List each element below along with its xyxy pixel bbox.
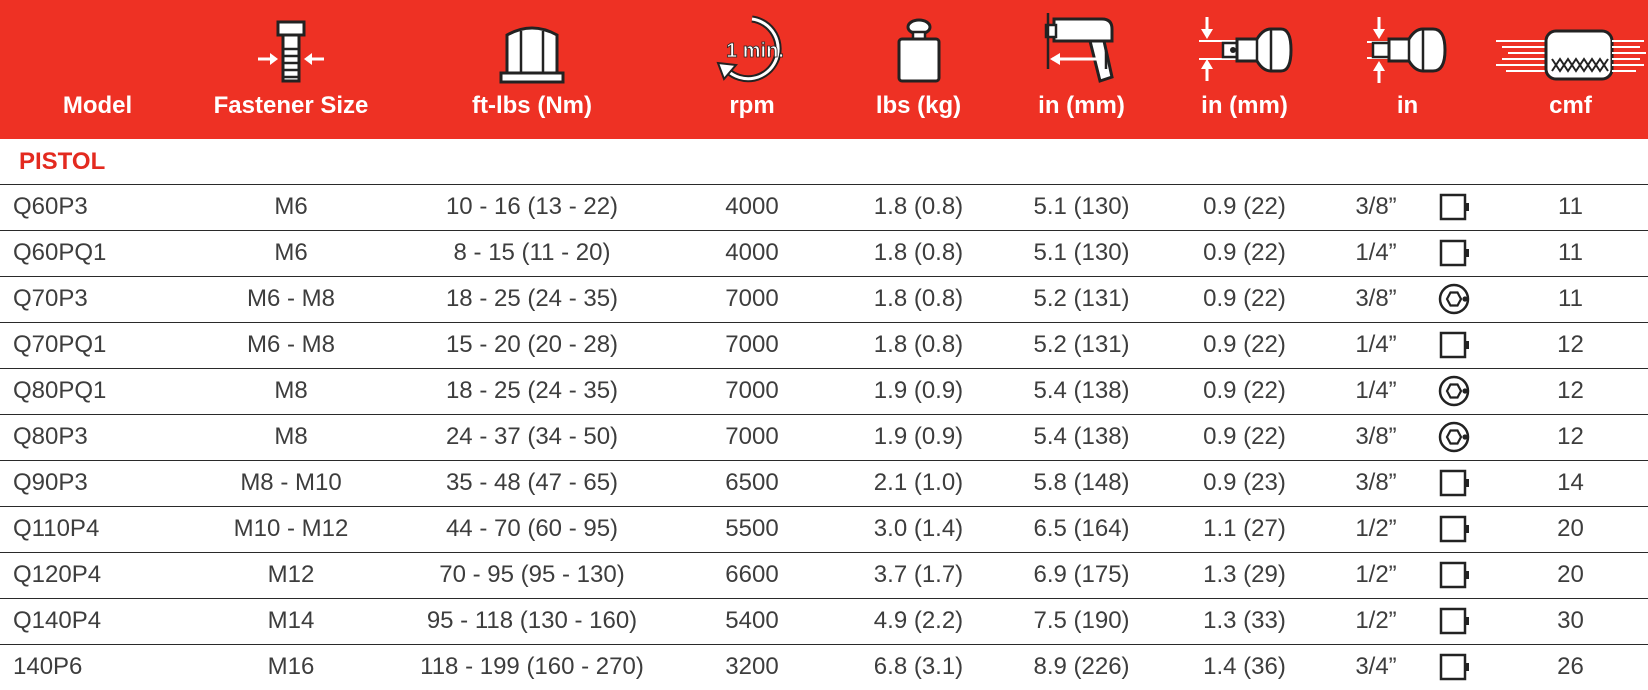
cell-drive-size: 1/2”	[1355, 561, 1397, 588]
cell-height: 1.3 (33)	[1203, 607, 1286, 634]
cell-rpm: 7000	[725, 331, 779, 358]
cell-cfm: 12	[1557, 377, 1584, 404]
cell-model: Q80P3	[13, 423, 88, 450]
cell-torque: 95 - 118 (130 - 160)	[426, 607, 638, 634]
cell-rpm: 5500	[725, 515, 779, 542]
cell-drive-size: 3/8”	[1355, 193, 1397, 220]
cell-torque: 18 - 25 (24 - 35)	[445, 377, 619, 404]
cell-length: 6.9 (175)	[1033, 561, 1130, 588]
cell-rpm: 4000	[725, 239, 779, 266]
square-drive-pin-icon	[1438, 604, 1474, 638]
cell-length: 5.2 (131)	[1033, 285, 1130, 312]
header-label-weight: lbs (kg)	[875, 92, 962, 119]
tool-length-icon	[1042, 11, 1122, 85]
cell-fastener: M10 - M12	[233, 515, 349, 542]
cell-fastener: M6	[274, 193, 308, 220]
cell-cfm: 26	[1557, 653, 1584, 680]
cell-rpm: 4000	[725, 193, 779, 220]
cell-rpm: 6500	[725, 469, 779, 496]
square-drive-pin-icon	[1438, 328, 1474, 362]
cell-length: 5.1 (130)	[1033, 193, 1130, 220]
bolt-icon	[256, 19, 326, 85]
cell-height: 0.9 (22)	[1203, 331, 1286, 358]
header-label-model: Model	[62, 92, 133, 119]
cell-fastener: M16	[267, 653, 315, 680]
table-row	[0, 598, 1648, 644]
cell-model: Q110P4	[13, 515, 100, 542]
cell-height: 1.1 (27)	[1203, 515, 1286, 542]
cell-rpm: 7000	[725, 423, 779, 450]
cell-drive-size: 1/2”	[1355, 607, 1397, 634]
cell-length: 5.4 (138)	[1033, 377, 1130, 404]
cell-cfm: 11	[1558, 193, 1583, 220]
cell-length: 6.5 (164)	[1033, 515, 1130, 542]
cell-drive-size: 1/4”	[1355, 377, 1397, 404]
cell-weight: 1.8 (0.8)	[873, 331, 964, 358]
cell-cfm: 20	[1557, 515, 1584, 542]
cell-fastener: M8 - M10	[240, 469, 342, 496]
cell-model: Q60P3	[13, 193, 88, 220]
cell-cfm: 11	[1558, 239, 1583, 266]
cell-rpm: 3200	[725, 653, 779, 680]
weight-icon	[893, 17, 945, 85]
cell-rpm: 7000	[725, 285, 779, 312]
header-label-rpm: rpm	[729, 92, 775, 119]
header-height	[1163, 0, 1326, 139]
cell-length: 8.9 (226)	[1033, 653, 1130, 680]
cell-height: 0.9 (22)	[1203, 239, 1286, 266]
section-title: PISTOL	[19, 148, 106, 175]
cell-rpm: 7000	[725, 377, 779, 404]
cell-torque: 70 - 95 (95 - 130)	[439, 561, 625, 588]
square-drive-pin-icon	[1438, 558, 1474, 592]
cell-length: 5.8 (148)	[1033, 469, 1130, 496]
cell-length: 5.1 (130)	[1033, 239, 1130, 266]
header-length	[1000, 0, 1163, 139]
cell-length: 5.4 (138)	[1033, 423, 1130, 450]
table-header	[0, 0, 1648, 139]
table-row	[0, 460, 1648, 506]
cell-height: 0.9 (22)	[1203, 377, 1286, 404]
hex-quick-change-icon	[1438, 374, 1474, 408]
cell-drive-size: 1/2”	[1355, 515, 1397, 542]
cell-weight: 1.9 (0.9)	[873, 377, 964, 404]
cell-model: Q70PQ1	[13, 331, 107, 358]
cell-torque: 15 - 20 (20 - 28)	[445, 331, 619, 358]
cell-weight: 1.8 (0.8)	[873, 239, 964, 266]
cell-weight: 3.0 (1.4)	[873, 515, 964, 542]
cell-cfm: 14	[1557, 469, 1584, 496]
table-row	[0, 414, 1648, 460]
cell-drive-size: 1/4”	[1355, 239, 1397, 266]
cell-fastener: M6 - M8	[246, 285, 335, 312]
header-model	[10, 0, 185, 139]
header-label-airflow: cmf	[1549, 92, 1592, 119]
cell-model: Q120P4	[13, 561, 102, 588]
cell-model: Q60PQ1	[13, 239, 107, 266]
table-row	[0, 276, 1648, 322]
table-row	[0, 506, 1648, 552]
cell-fastener: M12	[267, 561, 315, 588]
cell-drive-size: 1/4”	[1355, 331, 1397, 358]
cell-drive-size: 3/4”	[1355, 653, 1397, 680]
square-drive-pin-icon	[1438, 512, 1474, 546]
cell-torque: 10 - 16 (13 - 22)	[445, 193, 619, 220]
cell-fastener: M8	[274, 423, 308, 450]
cell-cfm: 12	[1557, 423, 1584, 450]
cell-length: 5.2 (131)	[1033, 331, 1130, 358]
square-drive-pin-icon	[1438, 650, 1474, 684]
cell-weight: 2.1 (1.0)	[873, 469, 964, 496]
cell-fastener: M6	[274, 239, 308, 266]
cell-drive-size: 3/8”	[1355, 423, 1397, 450]
cell-torque: 18 - 25 (24 - 35)	[445, 285, 619, 312]
rotation-icon-text: 1 min.	[726, 40, 784, 62]
square-drive-pin-icon	[1438, 466, 1474, 500]
cell-cfm: 11	[1558, 285, 1583, 312]
header-label-drive: in	[1396, 92, 1419, 119]
cell-weight: 4.9 (2.2)	[873, 607, 964, 634]
cell-height: 1.4 (36)	[1203, 653, 1286, 680]
hex-quick-change-icon	[1438, 282, 1474, 316]
cell-model: Q70P3	[13, 285, 88, 312]
cell-torque: 24 - 37 (34 - 50)	[445, 423, 619, 450]
header-airflow	[1489, 0, 1648, 139]
header-weight	[837, 0, 1000, 139]
hex-quick-change-icon	[1438, 420, 1474, 454]
cell-model: Q80PQ1	[13, 377, 107, 404]
cell-drive-size: 3/8”	[1355, 469, 1397, 496]
cell-fastener: M14	[267, 607, 315, 634]
square-drive-pin-icon	[1438, 236, 1474, 270]
rotation-1min-icon	[710, 13, 794, 85]
cell-drive-size: 3/8”	[1355, 285, 1397, 312]
cell-torque: 8 - 15 (11 - 20)	[453, 239, 611, 266]
cell-height: 1.3 (29)	[1203, 561, 1286, 588]
table-row	[0, 322, 1648, 368]
cell-height: 0.9 (22)	[1203, 193, 1286, 220]
header-label-torque: ft-lbs (Nm)	[472, 92, 592, 119]
table-row	[0, 230, 1648, 276]
cell-fastener: M8	[274, 377, 308, 404]
cell-height: 0.9 (22)	[1203, 285, 1286, 312]
cell-weight: 6.8 (3.1)	[873, 653, 964, 680]
header-rpm	[667, 0, 837, 139]
table-row	[0, 644, 1648, 690]
cell-weight: 1.8 (0.8)	[873, 193, 964, 220]
cell-model: Q90P3	[13, 469, 88, 496]
cell-cfm: 12	[1557, 331, 1584, 358]
nut-torque-icon	[495, 21, 569, 85]
header-fastener	[185, 0, 397, 139]
table-row	[0, 184, 1648, 230]
cell-length: 7.5 (190)	[1033, 607, 1130, 634]
cell-torque: 35 - 48 (47 - 65)	[445, 469, 619, 496]
air-flow-icon	[1496, 25, 1646, 85]
cell-model: Q140P4	[13, 607, 102, 634]
cell-rpm: 5400	[725, 607, 779, 634]
cell-weight: 3.7 (1.7)	[873, 561, 964, 588]
tool-height-icon	[1197, 15, 1293, 85]
square-drive-pin-icon	[1438, 190, 1474, 224]
cell-torque: 44 - 70 (60 - 95)	[445, 515, 619, 542]
cell-weight: 1.9 (0.9)	[873, 423, 964, 450]
header-label-height: in (mm)	[1201, 92, 1288, 119]
header-label-fastener: Fastener Size	[213, 92, 369, 119]
cell-height: 0.9 (22)	[1203, 423, 1286, 450]
table-row	[0, 368, 1648, 414]
cell-cfm: 30	[1557, 607, 1584, 634]
header-label-length: in (mm)	[1038, 92, 1125, 119]
header-drive	[1326, 0, 1489, 139]
header-torque	[397, 0, 667, 139]
table-row	[0, 552, 1648, 598]
cell-fastener: M6 - M8	[246, 331, 335, 358]
cell-height: 0.9 (23)	[1203, 469, 1286, 496]
drive-size-icon	[1365, 15, 1451, 85]
cell-torque: 118 - 199 (160 - 270)	[420, 653, 644, 680]
cell-model: 140P6	[13, 653, 83, 680]
cell-cfm: 20	[1557, 561, 1584, 588]
cell-weight: 1.8 (0.8)	[873, 285, 964, 312]
cell-rpm: 6600	[725, 561, 779, 588]
